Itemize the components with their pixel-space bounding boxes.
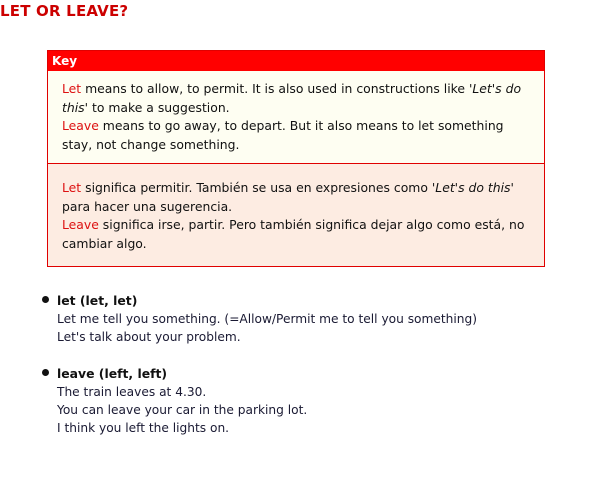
- term-let-es: Let: [62, 180, 82, 195]
- key-section-english: [48, 71, 544, 164]
- key-header: Key: [48, 51, 544, 71]
- let-example: 'Let's do this': [62, 81, 522, 115]
- let-definition-text: means to allow, to permit. It is also used in constructions like: [81, 81, 469, 96]
- verb-entry-let: [40, 292, 560, 346]
- term-leave: Leave: [62, 118, 99, 133]
- example-sentence: Let's talk about your problem.: [57, 330, 241, 344]
- term-let: Let: [62, 81, 82, 96]
- key-section-spanish: [48, 164, 544, 266]
- leave-definition-text-es: significa irse, partir. Pero también significa dejar algo como está, no cambiar algo.: [62, 217, 525, 251]
- example-sentence: I think you left the lights on.: [57, 421, 230, 435]
- bullet-icon: [42, 296, 49, 303]
- let-example-es: 'Let's do this': [431, 180, 514, 195]
- let-definition-text-es: significa permitir. También se usa en expresiones como: [81, 180, 432, 195]
- term-leave-es: Leave: [62, 217, 99, 232]
- verb-entry-leave: [40, 365, 560, 437]
- page-title: LET OR LEAVE?: [0, 2, 129, 20]
- example-sentence: The train leaves at 4.30.: [57, 385, 207, 399]
- entry-heading: let (let, let): [57, 293, 138, 308]
- leave-definition-text: means to go away, to depart. But it also means to let something stay, not change something.: [62, 118, 504, 152]
- bullet-icon: [42, 369, 49, 376]
- let-definition-text-end: to make a suggestion.: [88, 99, 230, 115]
- verb-entries: [40, 292, 560, 456]
- example-sentence: Let me tell you something. (=Allow/Permit me to tell you something): [57, 312, 477, 326]
- key-box: [47, 50, 545, 267]
- let-definition-text-end-es: para hacer una sugerencia.: [62, 198, 233, 214]
- example-sentence: You can leave your car in the parking lot.: [57, 403, 308, 417]
- entry-heading: leave (left, left): [57, 366, 168, 381]
